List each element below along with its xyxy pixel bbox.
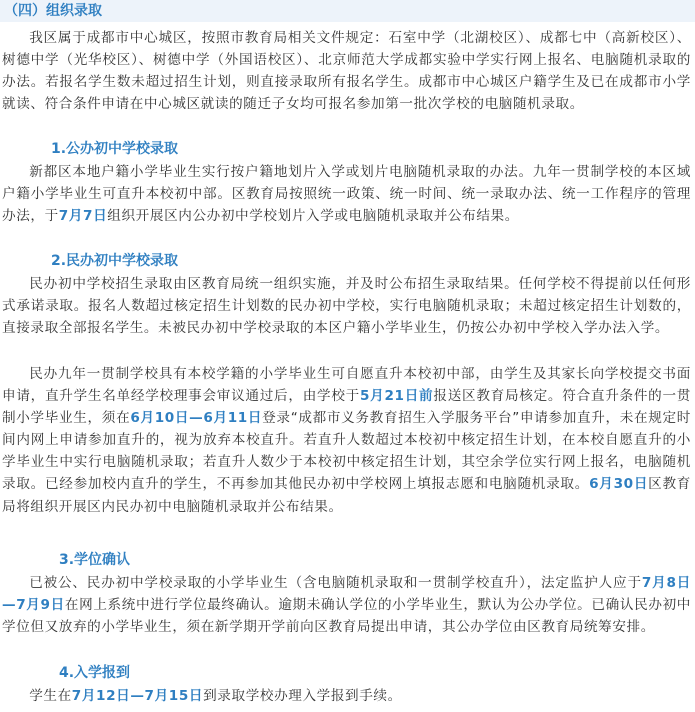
private-admission-paragraph: 民办初中学校招生录取由区教育局统一组织实施，并及时公布招生录取结果。任何学校不得提前以任何形式承诺录取。报名人数超过核定招生计划数的民办初中学校，实行电脑随机录取；未超过核定招生计划数的，直接录取全部报名学生。未被民办初中学校录取的本区户籍小学毕业生，仍按公办初中学校入学办法入学。 xyxy=(2,276,691,337)
subheading-seat-confirmation: 3.学位确认 xyxy=(59,552,131,568)
direct-promotion-paragraph: 民办九年一贯制学校具有本校学籍的小学毕业生可自愿直升本校初中部，由学生及其家长向学校提交书面申请，直升学生名单经学校理事会审议通过后，由学校于5月21日前报送区教育局核定。符合直升条件的一贯制小学毕业生，须在6月10日—6月11日登录“成都市义务教育招生入学服务平台”申请参加直升，未在规定时间内网上申请参加直升的，视为放弃本校直升。若直升人数超过本校初中核定招生计划，在本校自愿直升的小学毕业生中实行电脑随机录取；若直升人数少于本校初中核定招生计划，其空余学位实行网上报名，电脑随机录取。已经参加校内直升的学生，不再参加其他民办初中学校网上填报志愿和电脑随机录取。6月30日区教育局将组织开展区内民办初中电脑随机录取并公布结果。 xyxy=(2,366,691,515)
intro-paragraph: 我区属于成都市中心城区，按照市教育局相关文件规定：石室中学（北湖校区）、成都七中（高新校区）、树德中学（光华校区）、树德中学（外国语校区）、北京师范大学成都实验中学实行网上报名、电脑随机录取的办法。若报名学生数未超过招生计划，则直接录取所有报名学生。成都市中心城区户籍学生及已在成都市小学就读、符合条件申请在中心城区就读的随迁子女均可报名参加第一批次学校的电脑随机录取。 xyxy=(2,30,691,113)
section-heading-bar xyxy=(0,0,695,22)
date-highlight: 6月10日—6月11日 xyxy=(130,410,263,427)
public-admission-paragraph: 新都区本地户籍小学毕业生实行按户籍地划片入学或划片电脑随机录取的办法。九年一贯制学校的本区域户籍小学毕业生可直升本校初中部。区教育局按照统一政策、统一时间、统一录取办法、统一工作程序的管理办法，于7月7日组织开展区内公办初中学校划片入学或电脑随机录取并公布结果。 xyxy=(2,164,691,225)
subheading-enrollment: 4.入学报到 xyxy=(59,665,131,681)
date-highlight: 7月12日—7月15日 xyxy=(71,688,204,704)
date-highlight: 5月21日前 xyxy=(359,388,434,405)
subheading-private-admission: 2.民办初中学校录取 xyxy=(51,253,179,269)
section-heading: （四）组织录取 xyxy=(4,3,102,19)
seat-confirmation-paragraph: 已被公、民办初中学校录取的小学毕业生（含电脑随机录取和一贯制学校直升），法定监护人应于7月8日—7月9日在网上系统中进行学位最终确认。逾期未确认学位的小学毕业生，默认为公办学位。已确认民办初中学位但又放弃的小学毕业生，须在新学期开学前向区教育局提出申请，其公办学位由区教育局统筹安排。 xyxy=(2,575,691,636)
enrollment-paragraph: 学生在7月12日—7月15日到录取学校办理入学报到手续。 xyxy=(29,688,402,704)
date-highlight: 7月7日 xyxy=(58,208,108,225)
date-highlight: 6月30日 xyxy=(589,476,649,493)
subheading-public-admission: 1.公办初中学校录取 xyxy=(51,141,179,157)
date-highlight: 7月8日—7月9日 xyxy=(2,575,691,614)
